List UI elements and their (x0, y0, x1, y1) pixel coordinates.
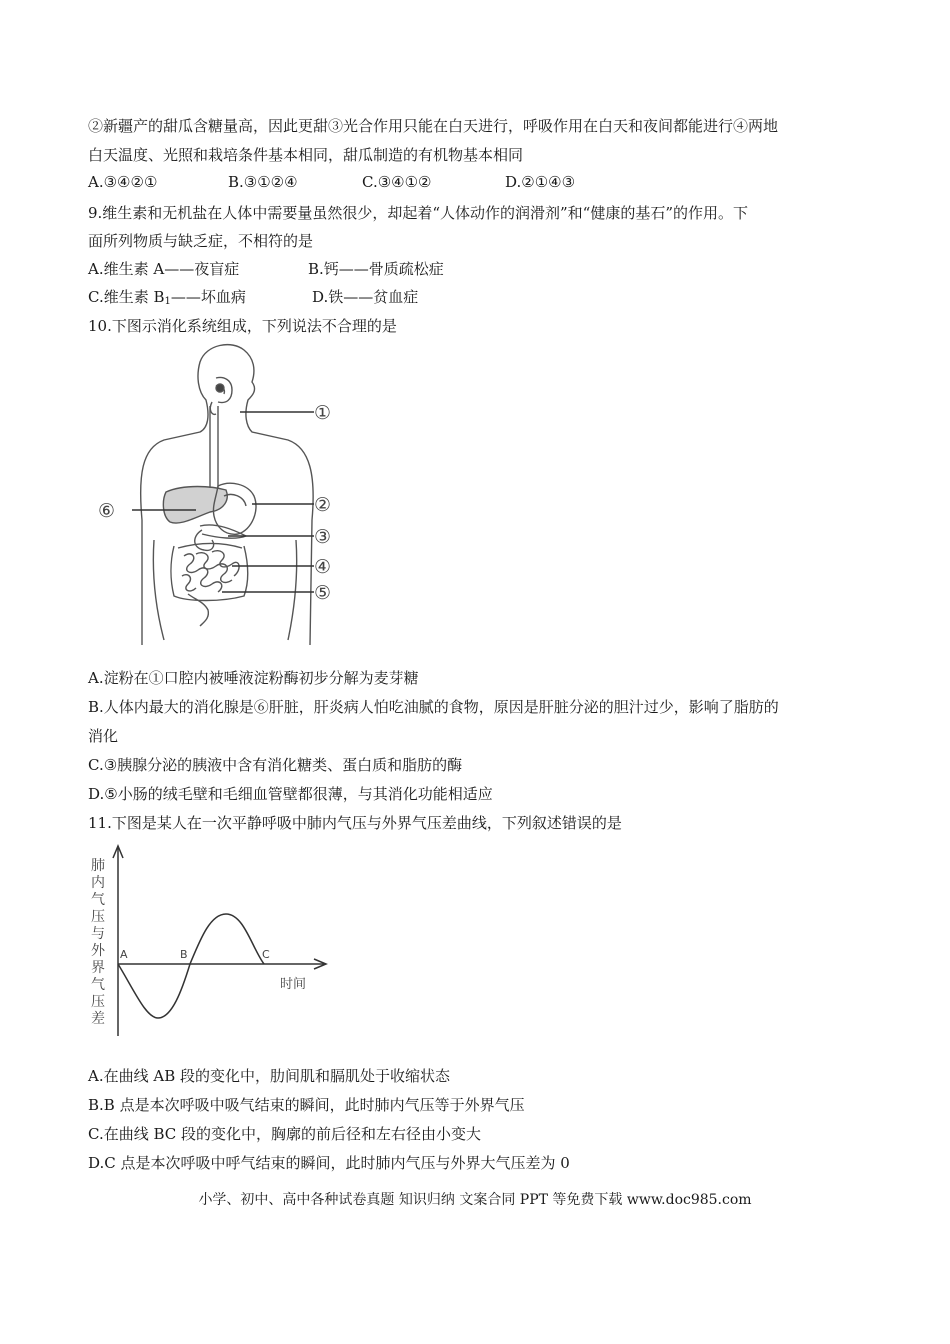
q10-stem: 10.下图示消化系统组成，下列说法不合理的是 (88, 317, 397, 335)
graph-y-label-char: 界 (91, 960, 105, 976)
q11-stem: 11.下图是某人在一次平静呼吸中肺内气压与外界气压差曲线，下列叙述错误的是 (88, 814, 622, 832)
q8-option-b: B.③①②④ (228, 173, 298, 191)
q11-option-d: D.C 点是本次呼吸中呼气结束的瞬间，此时肺内气压与外界大气压差为 0 (88, 1154, 570, 1172)
q8-text-line-2: 白天温度、光照和栽培条件基本相同，甜瓜制造的有机物基本相同 (88, 146, 524, 164)
graph-y-label-char: 外 (91, 943, 105, 959)
graph-y-label (91, 857, 106, 1027)
graph-y-label-char: 压 (91, 909, 105, 925)
figure-label-1: ① (314, 402, 332, 424)
figure-label-5: ⑤ (314, 582, 332, 604)
graph-y-label-char: 气 (91, 892, 105, 908)
q11-option-b: B.B 点是本次呼吸中吸气结束的瞬间，此时肺内气压等于外界气压 (88, 1096, 525, 1114)
q9-stem-line-1: 9.维生素和无机盐在人体中需要量虽然很少，却起着“人体动作的润滑剂”和“健康的基石”的作用。下 (88, 204, 748, 222)
q9-option-a: A.维生素 A——夜盲症 (88, 260, 240, 278)
q9-option-b: B.钙——骨质疏松症 (308, 260, 444, 278)
pressure-difference-graph (86, 840, 336, 1045)
figure-label-3: ③ (314, 526, 332, 548)
digestive-system-figure (92, 340, 354, 645)
graph-x-label: 时间 (280, 977, 307, 992)
q10-option-d: D.⑤小肠的绒毛壁和毛细血管壁都很薄，与其消化功能相适应 (88, 785, 493, 803)
q11-option-a: A.在曲线 AB 段的变化中，肋间肌和膈肌处于收缩状态 (88, 1067, 450, 1085)
q10-option-b-line-2: 消化 (88, 727, 119, 745)
q8-option-d: D.②①④③ (505, 173, 576, 191)
graph-point-a: A (120, 948, 128, 961)
figure-label-6: ⑥ (98, 500, 116, 522)
q10-option-a: A.淀粉在①口腔内被唾液淀粉酶初步分解为麦芽糖 (88, 669, 419, 687)
figure-label-2: ② (314, 494, 332, 516)
graph-y-label-char: 与 (91, 926, 105, 942)
graph-y-label-char: 气 (91, 977, 105, 993)
q11-option-c: C.在曲线 BC 段的变化中，胸廓的前后径和左右径由小变大 (88, 1125, 482, 1143)
q9-option-d: D.铁——贫血症 (312, 288, 419, 306)
q8-option-a: A.③④②① (88, 173, 158, 191)
q9-option-c-prefix: C.维生素 B (88, 288, 165, 306)
graph-y-label-char: 肺 (91, 858, 105, 874)
graph-y-label-char: 压 (91, 994, 105, 1010)
graph-point-b: B (180, 948, 188, 961)
q8-option-c: C.③④①② (362, 173, 432, 191)
graph-y-label-char: 内 (91, 875, 105, 891)
q8-text-line-1: ②新疆产的甜瓜含糖量高，因此更甜③光合作用只能在白天进行，呼吸作用在白天和夜间都能进行④两地 (88, 117, 779, 135)
figure-label-4: ④ (314, 556, 332, 578)
q9-option-c-subscript: 1 (164, 296, 171, 307)
page-footer: 小学、初中、高中各种试卷真题 知识归纳 文案合同 PPT 等免费下载 www.doc985.com (198, 1192, 752, 1208)
q10-option-c: C.③胰腺分泌的胰液中含有消化糖类、蛋白质和脂肪的酶 (88, 756, 463, 774)
graph-point-c: C (262, 948, 270, 961)
graph-y-label-char: 差 (91, 1011, 105, 1027)
q10-option-b-line-1: B.人体内最大的消化腺是⑥肝脏，肝炎病人怕吃油腻的食物，原因是肝脏分泌的胆汁过少，影响了脂肪的 (88, 698, 779, 716)
q9-option-c-suffix: ——坏血病 (170, 288, 246, 306)
q9-option-c (88, 287, 246, 312)
q9-stem-line-2: 面所列物质与缺乏症，不相符的是 (88, 232, 314, 250)
